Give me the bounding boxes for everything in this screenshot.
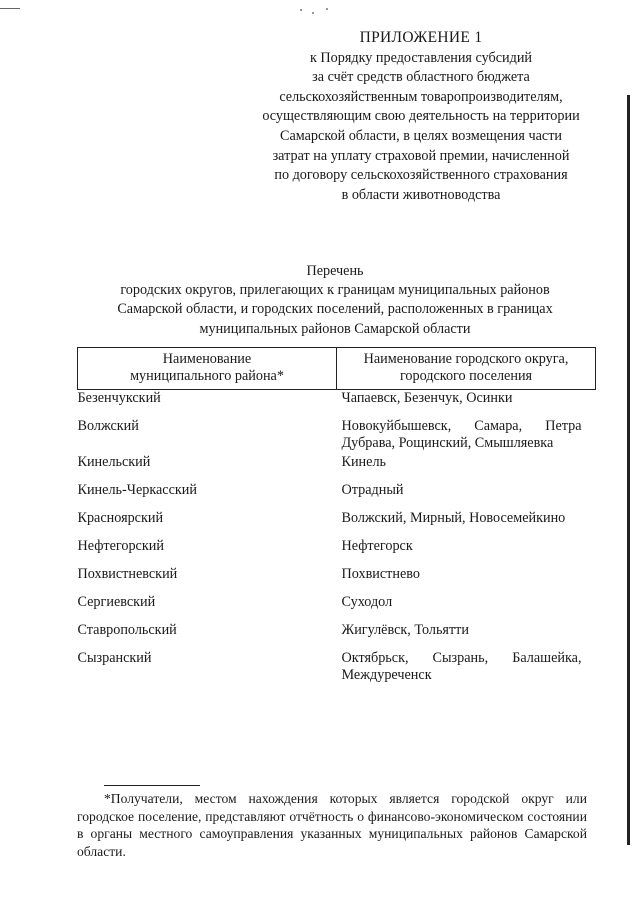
- annex-header: [252, 28, 590, 205]
- district-cell: Красноярский: [77, 510, 164, 526]
- scan-speck: [312, 12, 314, 14]
- list-title: [60, 262, 610, 339]
- list-title-line: городских округов, прилегающих к границам муниципальных районов: [120, 282, 550, 299]
- district-cell: Кинельский: [77, 454, 151, 470]
- district-cell: Сергиевский: [77, 594, 156, 610]
- top-left-rule: [0, 8, 20, 9]
- settlement-cell: Чапаевск, Безенчук, Осинки: [341, 390, 513, 406]
- annex-line: затрат на уплату страховой премии, начисленной: [272, 147, 570, 164]
- table-row: [78, 418, 596, 454]
- settlement-cell: Октябрьск, Сызрань, Балашейка, Междуреченск: [341, 650, 582, 683]
- settlement-cell: Суходол: [341, 594, 393, 610]
- footnote-separator: [104, 785, 200, 786]
- annex-line: сельскохозяйственным товаропроизводителям,: [279, 88, 563, 105]
- table-row: [78, 594, 596, 622]
- annex-line: по договору сельскохозяйственного страхования: [274, 167, 568, 184]
- table-row: [78, 390, 596, 419]
- table-row: [78, 650, 596, 686]
- settlement-cell: Отрадный: [341, 482, 404, 498]
- annex-line: Самарской области, в целях возмещения части: [279, 127, 562, 144]
- header-settlement-line: Наименование городского округа,: [363, 351, 569, 367]
- district-cell: Волжский: [77, 418, 139, 434]
- header-settlement: [337, 348, 596, 390]
- table-row: [78, 538, 596, 566]
- settlement-cell: Похвистнево: [341, 566, 420, 582]
- district-cell: Нефтегорский: [77, 538, 164, 554]
- district-cell: Сызранский: [77, 650, 152, 666]
- settlement-cell: Новокуйбышевск, Самара, Петра Дубрава, Рощинский, Смышляевка: [341, 418, 582, 451]
- settlement-cell: Жигулёвск, Тольятти: [341, 622, 469, 638]
- annex-line: в области животноводства: [341, 186, 501, 203]
- header-district: [78, 348, 337, 390]
- district-cell: Безенчукский: [77, 390, 161, 406]
- header-district-line: Наименование: [162, 351, 252, 367]
- annex-line: к Порядку предоставления субсидий: [309, 49, 533, 66]
- table-row: [78, 454, 596, 482]
- settlement-cell: Волжский, Мирный, Новосемейкино: [341, 510, 566, 526]
- district-cell: Похвистневский: [77, 566, 178, 582]
- annex-line: осуществляющим свою деятельность на территории: [262, 108, 580, 125]
- footnote: *Получатели, местом нахождения которых является городской округ или городское поселение, представляют отчётность о финансово-экономическом состоянии в органы местного самоуправления указанных муниципальных районов Самарской области.: [77, 791, 587, 859]
- table-row: [78, 566, 596, 594]
- table-row: [78, 622, 596, 650]
- scan-speck: [326, 8, 328, 10]
- district-cell: Ставропольский: [77, 622, 177, 638]
- header-settlement-line: городского поселения: [399, 368, 533, 384]
- header-district-line: муниципального района*: [130, 368, 284, 384]
- settlement-cell: Кинель: [341, 454, 386, 470]
- list-title-heading: Перечень: [306, 263, 364, 279]
- table-header-row: [78, 348, 596, 390]
- settlement-cell: Нефтегорск: [341, 538, 413, 554]
- annex-line: за счёт средств областного бюджета: [312, 69, 530, 86]
- scan-speck: [300, 9, 302, 11]
- table-row: [78, 482, 596, 510]
- list-title-line: Самарской области, и городских поселений, расположенных в границах: [117, 301, 553, 318]
- annex-heading: ПРИЛОЖЕНИЕ 1: [359, 29, 483, 46]
- table-row: [78, 510, 596, 538]
- districts-table: [77, 347, 596, 686]
- scan-margin-bar: [627, 95, 630, 845]
- district-cell: Кинель-Черкасский: [77, 482, 197, 498]
- list-title-line: муниципальных районов Самарской области: [199, 320, 471, 337]
